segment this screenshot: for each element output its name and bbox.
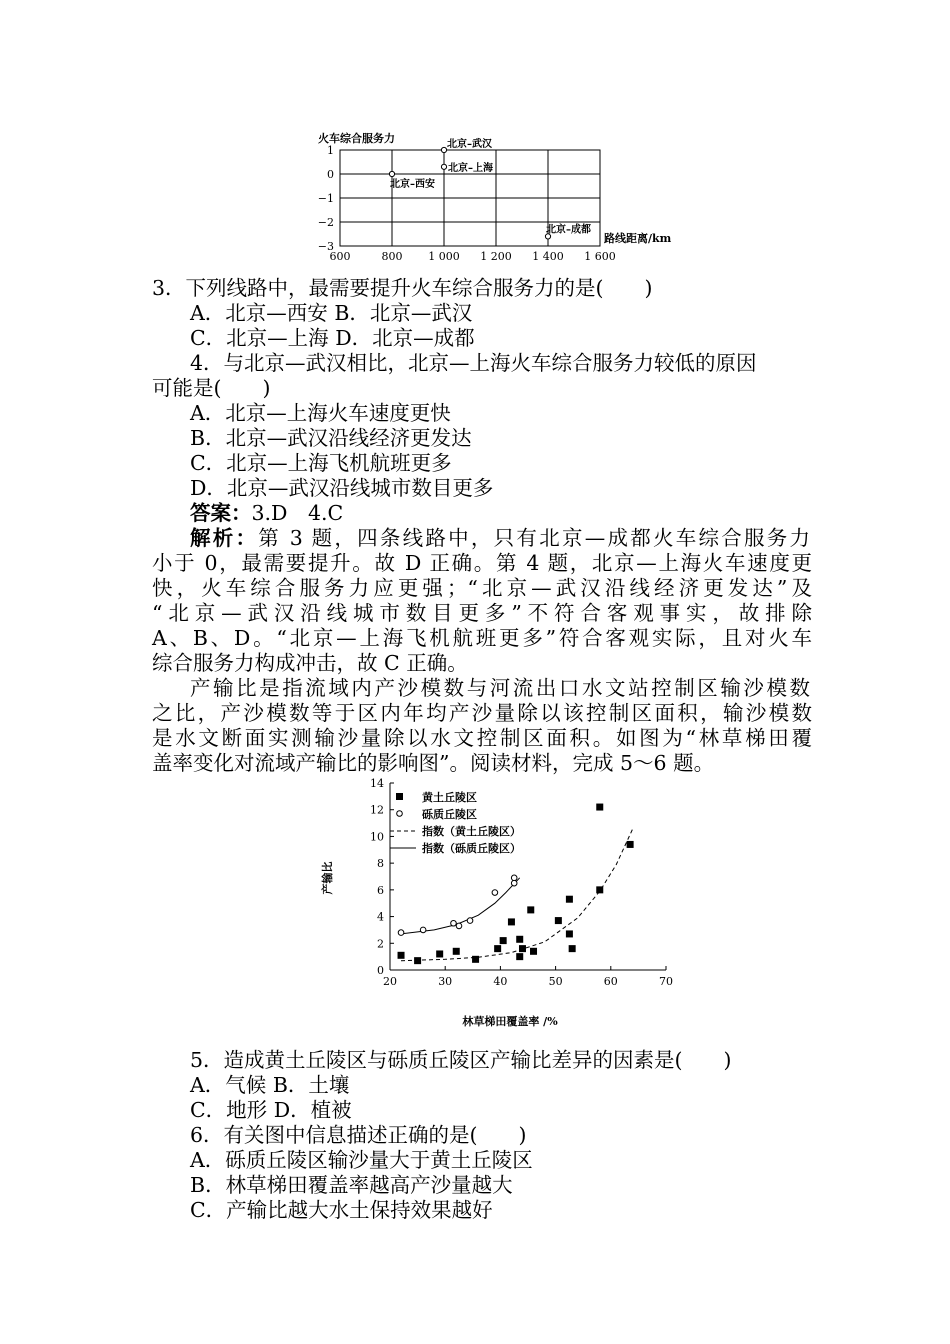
analysis-line-1 xyxy=(190,526,810,551)
analysis-line-3: 快，火车综合服务力应更强；“北京—武汉沿线经济更发达”及 xyxy=(152,576,812,600)
question-4-option-d: D．北京—武汉沿线城市数目更多 xyxy=(190,476,494,500)
question-4-line-1: 4．与北京—武汉相比，北京—上海火车综合服务力较低的原因 xyxy=(190,351,757,375)
chart2-x-tick-label: 60 xyxy=(603,975,618,988)
chart1-points xyxy=(389,137,591,239)
analysis-line-5: A、B、D。“北京—上海飞机航班更多”符合客观实际，且对火车 xyxy=(152,626,812,650)
legend-label: 砾质丘陵区 xyxy=(422,808,477,821)
question-4-option-a: A．北京—上海火车速度更快 xyxy=(190,401,451,425)
chart1-x-tick-label: 1 200 xyxy=(480,250,512,263)
intro-line-3: 是水文断面实测输沙量除以水文控制区面积。如图为“林草梯田覆 xyxy=(152,726,812,750)
chart2-y-tick-label: 4 xyxy=(377,910,384,924)
analysis-line-2: 小于 0，最需要提升。故 D 正确。第 4 题，北京—上海火车速度更 xyxy=(152,551,812,575)
question-6-option-a: A．砾质丘陵区输沙量大于黄土丘陵区 xyxy=(190,1148,533,1172)
chart2-y-tick-label: 2 xyxy=(377,937,384,951)
chart2-point-square xyxy=(596,886,603,893)
chart2-point-square xyxy=(472,956,479,963)
question-5: 5．造成黄土丘陵区与砾质丘陵区产输比差异的因素是( ) xyxy=(190,1048,732,1072)
chart2-y-tick-label: 8 xyxy=(377,857,384,871)
question-4-line-2: 可能是( ) xyxy=(152,376,271,400)
chart-sediment-ratio xyxy=(310,775,690,1040)
chart2-point-square xyxy=(414,957,421,964)
chart1-point xyxy=(441,164,446,169)
chart1-point xyxy=(389,171,394,176)
chart2-point-square xyxy=(555,917,562,924)
question-4-option-c: C．北京—上海飞机航班更多 xyxy=(190,451,452,475)
chart2-y-tick-label: 10 xyxy=(370,830,384,844)
legend-marker-circle xyxy=(397,811,403,817)
chart2-y-tick-label: 14 xyxy=(370,777,384,790)
chart2-legend xyxy=(390,790,521,855)
chart1-point-label: 北京–成都 xyxy=(546,224,591,236)
chart2-point-circle xyxy=(456,923,462,929)
chart2-point-square xyxy=(627,841,634,848)
chart2-point-square xyxy=(566,930,573,937)
chart2-y-tick-label: 0 xyxy=(377,964,384,977)
chart2-x-tick-label: 40 xyxy=(493,975,508,988)
chart2-y-label: 产输比 xyxy=(321,861,334,895)
question-3-options-ab: A．北京—西安 B．北京—武汉 xyxy=(190,301,473,325)
chart2-x-tick-label: 20 xyxy=(383,975,397,988)
chart2-point-square xyxy=(500,937,507,944)
chart1-point-label: 北京–武汉 xyxy=(447,139,492,150)
chart2-point-circle xyxy=(398,930,404,936)
chart2-point-square xyxy=(436,950,443,957)
answer-line xyxy=(190,501,810,526)
question-6-option-b: B．林草梯田覆盖率越高产沙量越大 xyxy=(190,1173,513,1197)
answer-label: 答案： xyxy=(190,501,252,525)
intro-line-1: 产输比是指流域内产沙模数与河流出口水文站控制区输沙模数 xyxy=(190,676,810,700)
chart2-point-square xyxy=(527,906,534,913)
chart1-y-ticks xyxy=(318,144,334,253)
chart1-x-tick-label: 1 600 xyxy=(584,250,616,263)
chart2-point-square xyxy=(508,918,515,925)
chart2-point-circle xyxy=(511,875,517,881)
chart2-point-circle xyxy=(451,920,457,926)
chart2-point-square xyxy=(516,936,523,943)
chart1-y-tick-label: −2 xyxy=(317,216,334,229)
chart2-point-circle xyxy=(467,918,473,924)
chart2-point-square xyxy=(519,945,526,952)
legend-label: 指数（黄土丘陵区） xyxy=(422,825,521,838)
chart2-y-tick-label: 6 xyxy=(377,883,384,897)
chart1-y-tick-label: −3 xyxy=(317,240,334,253)
chart2-point-square xyxy=(494,945,501,952)
question-4-option-b: B．北京—武汉沿线经济更发达 xyxy=(190,426,472,450)
chart2-point-circle xyxy=(511,880,517,886)
question-3-options-cd: C．北京—上海 D．北京—成都 xyxy=(190,326,475,350)
answer-value: 3.D 4.C xyxy=(251,501,344,525)
chart1-x-tick-label: 800 xyxy=(381,250,403,263)
chart2-point-square xyxy=(566,896,573,903)
chart2-point-square xyxy=(530,948,537,955)
analysis-label: 解析： xyxy=(190,526,259,550)
intro-line-4: 盖率变化对流域产输比的影响图”。阅读材料，完成 5～6 题。 xyxy=(152,751,715,775)
question-3: 3．下列线路中，最需要提升火车综合服务力的是( ) xyxy=(152,276,653,300)
analysis-text-1: 第 3 题，四条线路中，只有北京—成都火车综合服务力 xyxy=(258,526,811,550)
chart2-point-square xyxy=(569,945,576,952)
chart2-x-tick-label: 70 xyxy=(659,975,673,988)
chart2-x-label: 林草梯田覆盖率 /% xyxy=(462,1015,558,1028)
chart2-point-square xyxy=(453,948,460,955)
legend-label: 指数（砾质丘陵区） xyxy=(422,842,521,855)
legend-marker-square xyxy=(396,793,403,800)
analysis-line-4: “北京—武汉沿线城市数目更多”不符合客观事实，故排除 xyxy=(152,601,812,625)
chart1-x-tick-label: 600 xyxy=(329,250,351,263)
chart2-x-tick-label: 50 xyxy=(548,975,563,988)
chart2-y-tick-label: 12 xyxy=(370,803,384,817)
chart2-point-square xyxy=(516,953,523,960)
chart1-y-tick-label: 0 xyxy=(327,168,334,181)
chart1-x-tick-label: 1 000 xyxy=(428,250,460,263)
legend-label: 黄土丘陵区 xyxy=(422,791,477,804)
chart1-y-label: 火车综合服务力 xyxy=(318,132,395,145)
chart2-point-square xyxy=(398,952,405,959)
chart2-point-square xyxy=(596,804,603,811)
chart1-x-label: 路线距离/km xyxy=(604,232,672,245)
chart2-x-tick-label: 30 xyxy=(438,975,453,988)
chart2-point-circle xyxy=(492,890,498,896)
chart2-point-circle xyxy=(420,927,426,933)
chart1-point-label: 北京–西安 xyxy=(390,179,435,190)
question-5-options-cd: C．地形 D．植被 xyxy=(190,1098,352,1122)
chart1-x-tick-label: 1 400 xyxy=(532,250,564,263)
question-5-options-ab: A．气候 B．土壤 xyxy=(190,1073,350,1097)
chart-train-service xyxy=(300,128,680,268)
intro-line-2: 之比，产沙模数等于区内年均产沙量除以该控制区面积，输沙模数 xyxy=(152,701,812,725)
chart1-point-label: 北京–上海 xyxy=(448,162,493,174)
chart1-x-ticks xyxy=(330,250,616,263)
question-6-option-c: C．产输比越大水土保持效果越好 xyxy=(190,1198,493,1222)
chart1-y-tick-label: 1 xyxy=(327,144,334,157)
chart1-point xyxy=(441,147,446,152)
question-6: 6．有关图中信息描述正确的是( ) xyxy=(190,1123,527,1147)
analysis-line-6: 综合服务力构成冲击，故 C 正确。 xyxy=(152,651,468,675)
chart1-y-tick-label: −1 xyxy=(317,192,334,205)
